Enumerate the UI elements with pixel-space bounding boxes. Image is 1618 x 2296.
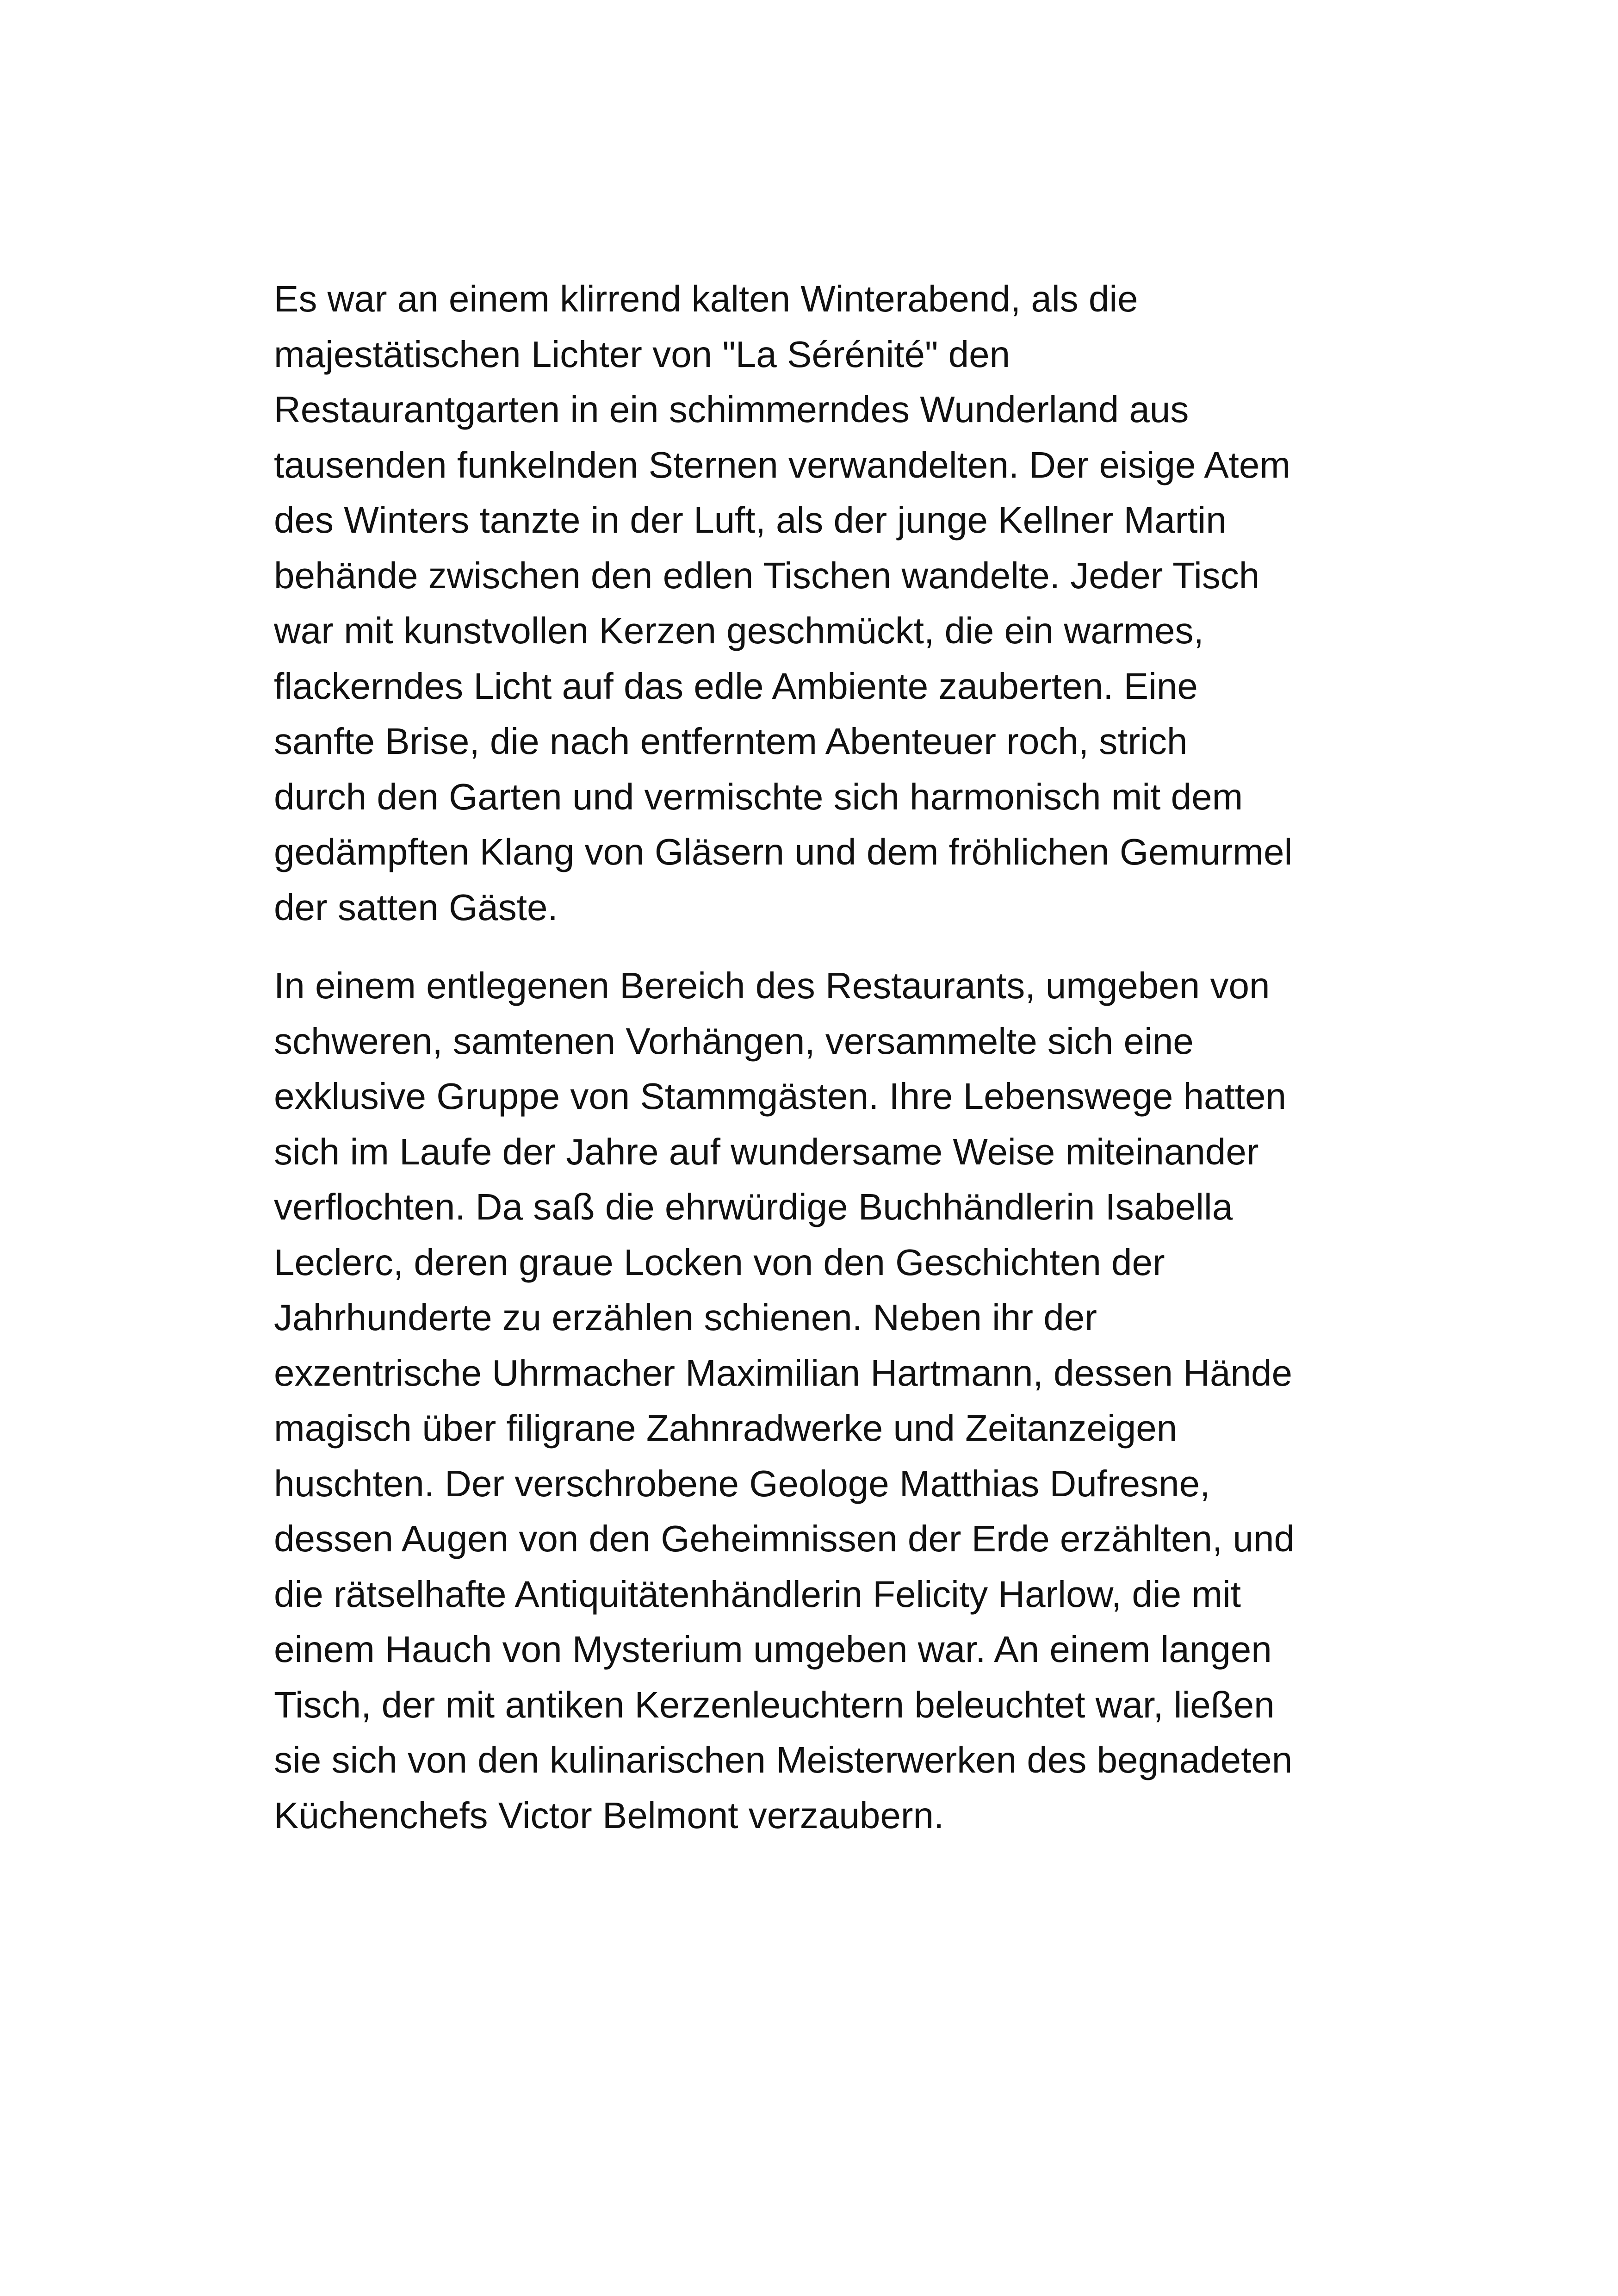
story-text bbox=[274, 271, 1375, 1843]
text-line: verflochten. Da saß die ehrwürdige Buchhändlerin Isabella bbox=[274, 1186, 1233, 1227]
text-line: Jahrhunderte zu erzählen schienen. Neben ihr der bbox=[274, 1297, 1097, 1338]
text-line: exklusive Gruppe von Stammgästen. Ihre Lebenswege hatten bbox=[274, 1076, 1286, 1117]
text-line: einem Hauch von Mysterium umgeben war. An einem langen bbox=[274, 1629, 1272, 1670]
text-line: war mit kunstvollen Kerzen geschmückt, die ein warmes, bbox=[274, 610, 1204, 651]
paragraph-2 bbox=[274, 958, 1375, 1843]
text-line: Küchenchefs Victor Belmont verzaubern. bbox=[274, 1794, 944, 1836]
text-line: des Winters tanzte in der Luft, als der junge Kellner Martin bbox=[274, 499, 1227, 541]
text-line: Restaurantgarten in ein schimmerndes Wunderland aus bbox=[274, 389, 1189, 430]
text-line: Tisch, der mit antiken Kerzenleuchtern beleuchtet war, ließen bbox=[274, 1684, 1275, 1725]
text-line: gedämpften Klang von Gläsern und dem fröhlichen Gemurmel bbox=[274, 831, 1293, 872]
text-line: behände zwischen den edlen Tischen wandelte. Jeder Tisch bbox=[274, 554, 1260, 596]
text-line: die rätselhafte Antiquitätenhändlerin Felicity Harlow, die mit bbox=[274, 1573, 1241, 1615]
text-line: sie sich von den kulinarischen Meisterwerken des begnadeten bbox=[274, 1739, 1293, 1780]
text-line: sanfte Brise, die nach entferntem Abenteuer roch, strich bbox=[274, 721, 1188, 762]
text-line: schweren, samtenen Vorhängen, versammelte sich eine bbox=[274, 1020, 1194, 1062]
text-line: Leclerc, deren graue Locken von den Geschichten der bbox=[274, 1241, 1165, 1283]
text-line: durch den Garten und vermischte sich harmonisch mit dem bbox=[274, 776, 1243, 817]
text-line: In einem entlegenen Bereich des Restaurants, umgeben von bbox=[274, 965, 1270, 1006]
text-line: huschten. Der verschrobene Geologe Matthias Dufresne, bbox=[274, 1462, 1210, 1504]
text-line: tausenden funkelnden Sternen verwandelten. Der eisige Atem bbox=[274, 444, 1290, 485]
text-line: magisch über filigrane Zahnradwerke und Zeitanzeigen bbox=[274, 1407, 1178, 1449]
text-line: Es war an einem klirrend kalten Winterabend, als die bbox=[274, 278, 1138, 319]
text-line: der satten Gäste. bbox=[274, 886, 558, 928]
text-line: dessen Augen von den Geheimnissen der Erde erzählten, und bbox=[274, 1518, 1295, 1559]
text-line: exzentrische Uhrmacher Maximilian Hartmann, dessen Hände bbox=[274, 1352, 1292, 1394]
text-line: majestätischen Lichter von "La Sérénité" den bbox=[274, 333, 1010, 375]
paragraph-1 bbox=[274, 271, 1375, 935]
text-line: sich im Laufe der Jahre auf wundersame Weise miteinander bbox=[274, 1131, 1259, 1172]
text-line: flackerndes Licht auf das edle Ambiente zauberten. Eine bbox=[274, 665, 1198, 707]
